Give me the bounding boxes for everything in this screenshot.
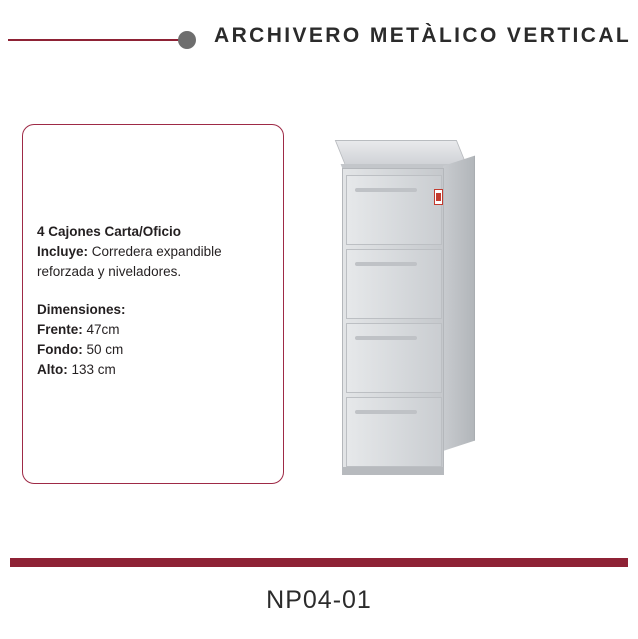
- dimension-label: Fondo:: [37, 342, 83, 357]
- cabinet-drawer: [346, 175, 442, 245]
- dimension-value: 133 cm: [67, 362, 116, 377]
- dimension-value: 47cm: [82, 322, 120, 337]
- cabinet-top-surface: [335, 140, 468, 166]
- dimensions-title: Dimensiones:: [37, 302, 126, 317]
- product-code: NP04-01: [266, 586, 372, 614]
- page-header: [0, 0, 638, 72]
- lock-core-icon: [436, 193, 441, 201]
- includes-text: Corredera expandible: [88, 244, 222, 259]
- dimension-label: Frente:: [37, 322, 83, 337]
- dimension-row: [37, 340, 273, 360]
- dimension-row: [37, 360, 273, 380]
- cabinet-base: [342, 467, 444, 475]
- footer-rule: [10, 558, 628, 567]
- cabinet-drawer: [346, 323, 442, 393]
- drawer-handle: [355, 262, 417, 266]
- drawer-handle: [355, 410, 417, 414]
- cabinet-side-panel: [443, 156, 475, 451]
- cabinet-front-face: [342, 168, 444, 468]
- cabinet-drawer: [346, 397, 442, 467]
- includes-text-continued: reforzada y niveladores.: [37, 264, 182, 279]
- cabinet-drawer: [346, 249, 442, 319]
- header-rule: [8, 39, 180, 41]
- drawer-handle: [355, 188, 417, 192]
- includes-label: Incluye:: [37, 244, 89, 259]
- product-drawers-label: 4 Cajones Carta/Oficio: [37, 224, 182, 239]
- dimension-value: 50 cm: [82, 342, 124, 357]
- product-includes-line: [37, 242, 273, 262]
- text-spacer: [37, 282, 273, 300]
- product-info-text: [37, 222, 273, 380]
- drawer-handle: [355, 336, 417, 340]
- dimension-row: [37, 320, 273, 340]
- product-image: [330, 140, 486, 480]
- page-title: ARCHIVERO METÀLICO VERTICAL: [214, 24, 632, 47]
- dimension-label: Alto:: [37, 362, 68, 377]
- header-bullet-icon: [178, 31, 196, 49]
